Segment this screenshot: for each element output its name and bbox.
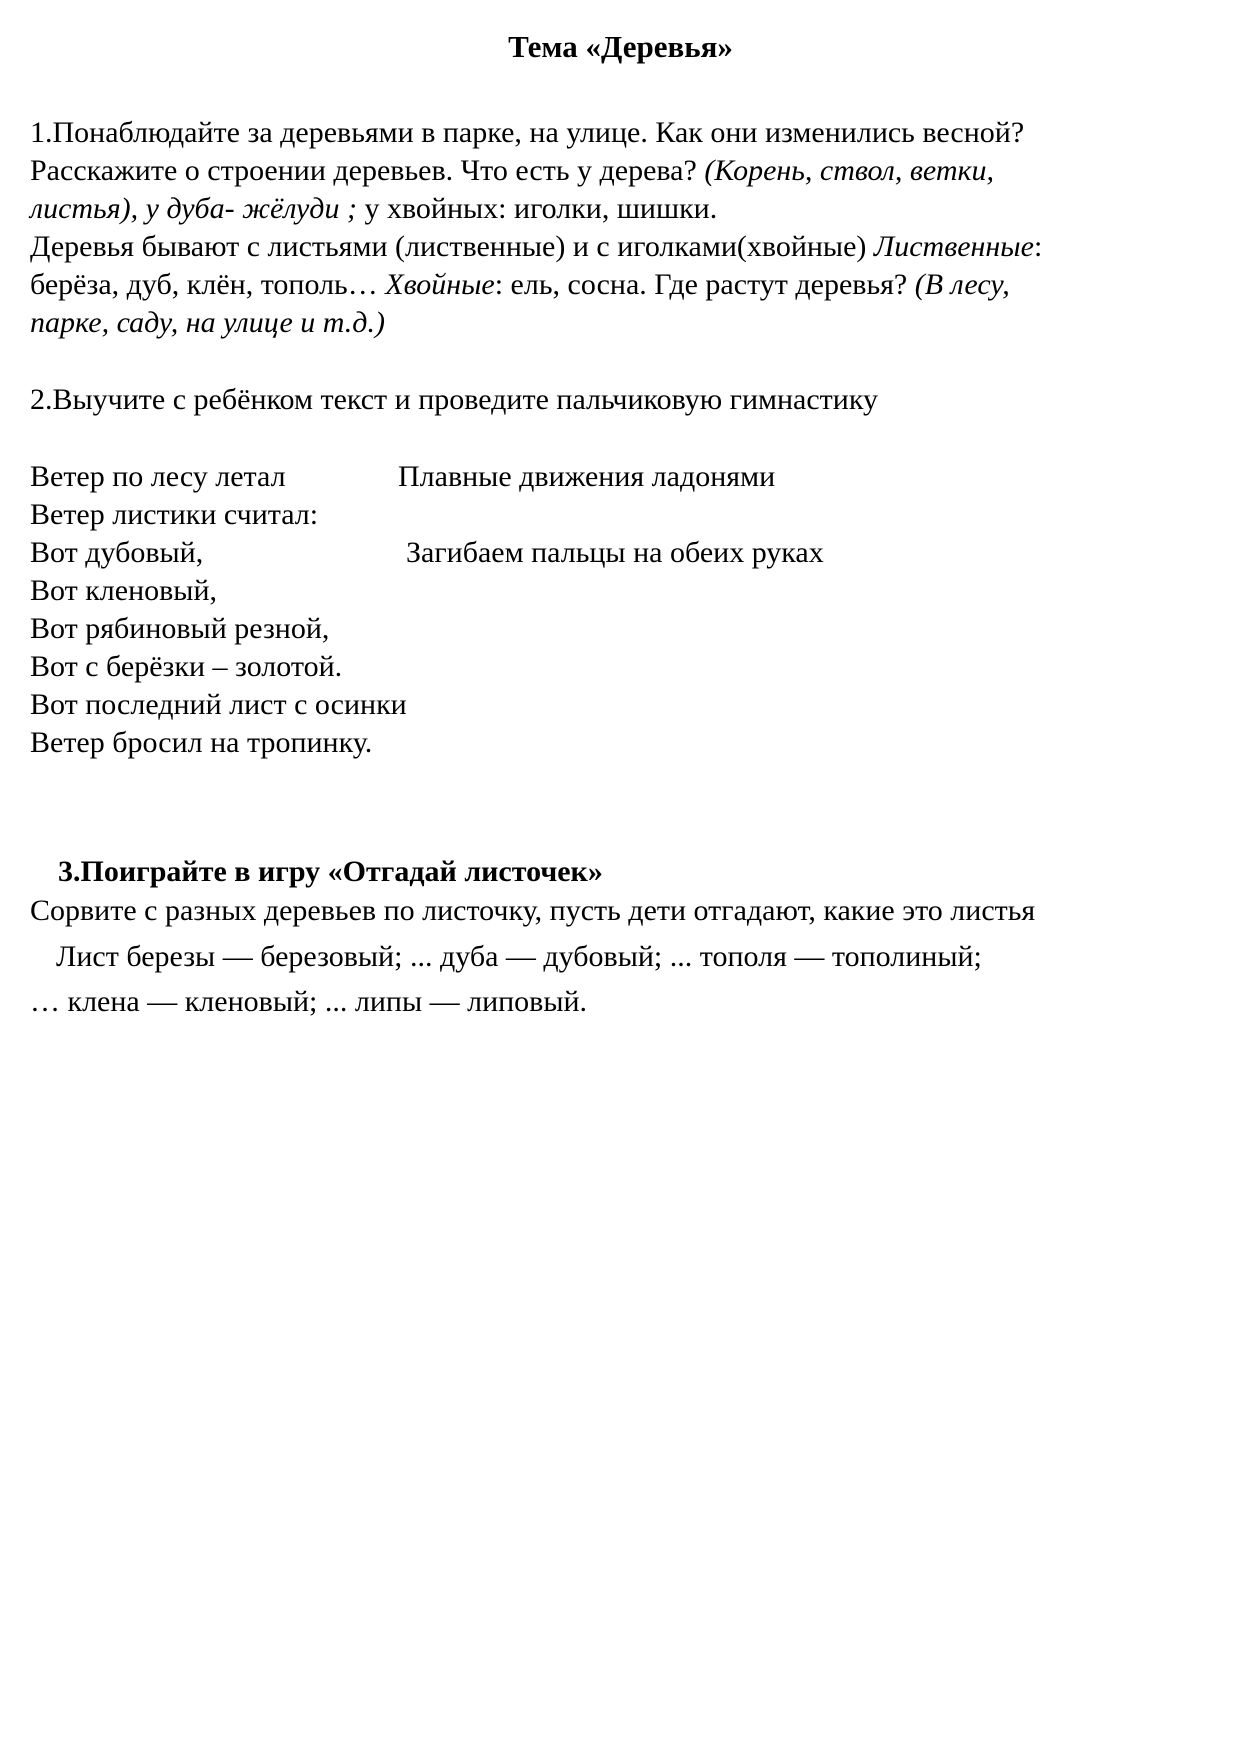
poem-line: Ветер по лесу летал	[30, 460, 286, 493]
section1-italic-text: Хвойные	[385, 268, 495, 301]
section1-italic-text: листья), у дуба- жёлуди ;	[30, 192, 357, 225]
section1-text: Деревья бывают с листьями (лиственные) и с иголками(хвойные)	[30, 230, 874, 263]
gesture-instruction: Плавные движения ладонями	[398, 460, 776, 493]
section3-line3: … клена — кленовый; ... липы — липовый.	[30, 985, 588, 1018]
section1-text: у хвойных: иголки, шишки.	[356, 192, 718, 225]
section3-heading: 3.Поиграйте в игру «Отгадай листочек»	[58, 855, 603, 888]
poem-line: Вот дубовый,	[30, 536, 204, 569]
section1-text: : ель, сосна. Где растут деревья?	[494, 268, 915, 301]
poem-line: Вот последний лист с осинки	[30, 688, 407, 721]
section1-text: 1.Понаблюдайте за деревьями в парке, на улице. Как они изменились весной?	[30, 116, 1025, 149]
section1-italic-text: парке, саду, на улице и т.д.)	[30, 306, 385, 339]
section3-line2: Лист березы — березовый; ... дуба — дубовый; ... тополя — тополиный;	[56, 940, 982, 973]
section1-line1	[30, 114, 1024, 152]
section1-italic-text: Лиственные	[873, 230, 1034, 263]
section1-text: Расскажите о строении деревьев. Что есть у дерева?	[30, 154, 705, 187]
poem-line: Вот с берёзки – золотой.	[30, 650, 343, 683]
section1-line2	[30, 152, 994, 190]
section1-text: :	[1033, 230, 1043, 263]
poem-line: Ветер листики считал:	[30, 498, 319, 531]
section1-line4	[30, 228, 1042, 266]
section1-italic-text: (В лесу,	[914, 268, 1010, 301]
section1-line6	[30, 304, 385, 342]
poem-line: Ветер бросил на тропинку.	[30, 726, 373, 759]
section1-text: берёза, дуб, клён, тополь…	[30, 268, 386, 301]
section1-line3	[30, 190, 717, 228]
poem-line: Вот рябиновый резной,	[30, 612, 330, 645]
gesture-instruction: Загибаем пальцы на обеих руках	[406, 536, 824, 569]
poem-line: Вот кленовый,	[30, 574, 218, 607]
section1-line5	[30, 266, 1010, 304]
section1-italic-text: (Корень, ствол, ветки,	[704, 154, 995, 187]
page-title: Тема «Деревья»	[508, 29, 733, 64]
section3-line1: Сорвите с разных деревьев по листочку, пусть дети отгадают, какие это листья	[30, 894, 1036, 927]
section2-heading: 2.Выучите с ребёнком текст и проведите пальчиковую гимнастику	[30, 383, 878, 416]
